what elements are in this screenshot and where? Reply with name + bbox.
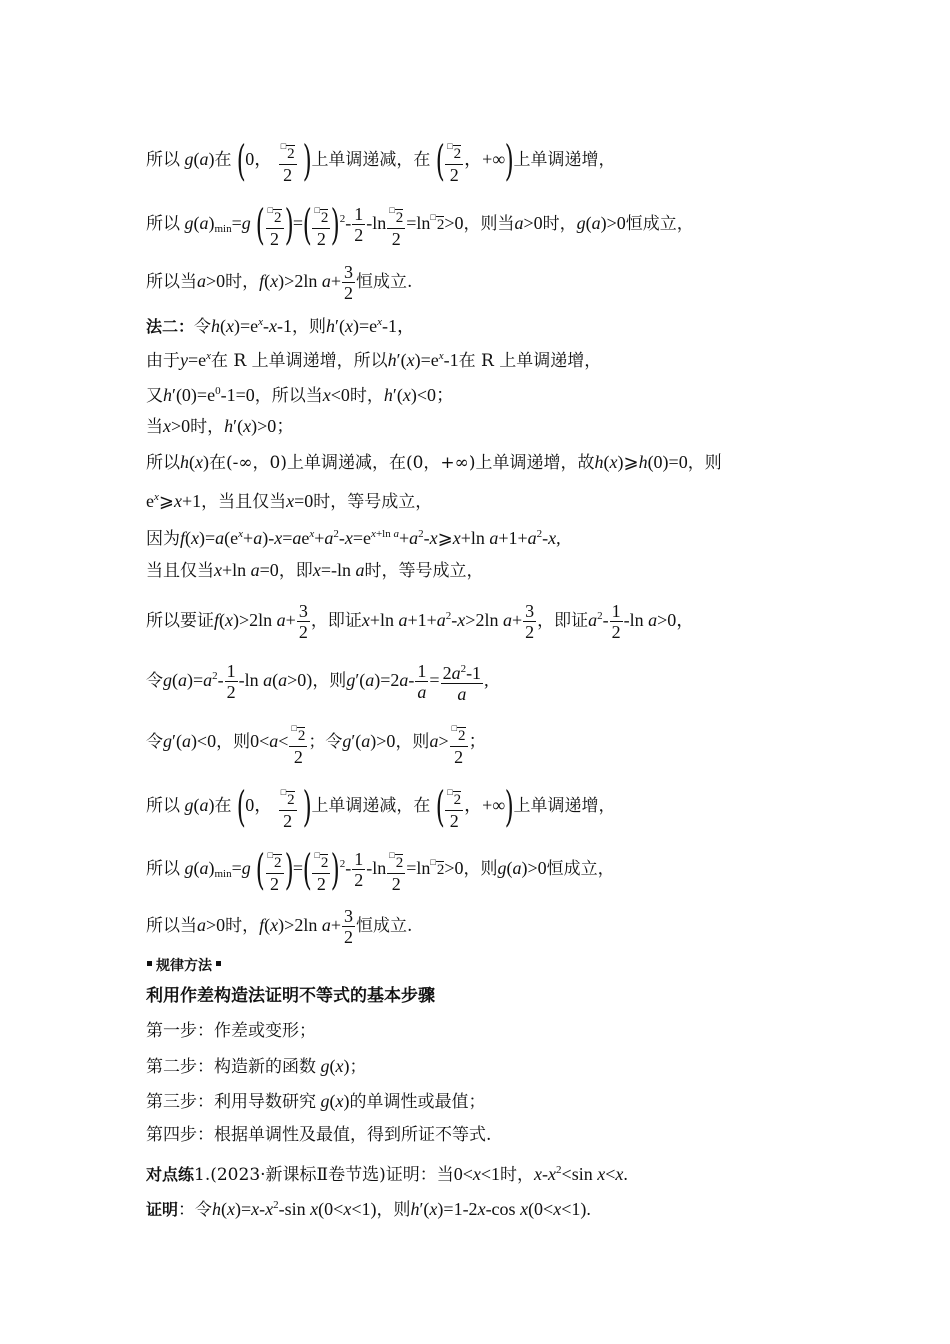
exercise-line: 对点练1.(2023·新课标Ⅱ卷节选)证明：当0<x<1时，$x-x^2<\sin$ x<x. [146,1164,628,1185]
line-g-monotonic-2: 所以 g(a)在 (0， $\frac{^□2}{2}$ )上单调递减，在 ( $\frac{^□2}{2}$ ，+∞)上单调递增， [146,781,616,831]
method-title: 利用作差构造法证明不等式的基本步骤 [146,986,435,1006]
bullet-icon [147,961,152,966]
method-tag: 规律方法 [143,953,225,978]
proof-line: 证明：令$h(x)=x-x^2-\sin$ x(0<x<1)，则h′(x)=1-2x-cos x(0<x<1). [146,1199,591,1220]
line-method2-10: 令$g(a)=a^2-$ $\frac{1}{2}$ -ln a(a>0)，则g′(a)=2a- $\frac{1}{a}$ = $\frac{2a^2-1}{a}$ , [146,661,489,704]
bullet-icon [216,961,221,966]
line-method2-intro: 法二：令$h(x)=e^x-x-1$，则$h'(x)=e^x-1$， [146,316,416,337]
step-3: 第三步：利用导数研究 g(x)的单调性或最值； [146,1091,486,1112]
step-2: 第二步：构造新的函数 g(x)； [146,1056,367,1077]
line-g-min-1: 所以 $g(a)_{min}=g$ ( $\frac{^□2}{2}$ )=( $\frac{^□2}{2}$ )$^2$- $\frac{1}{2}$ -ln $\frac{^□2}{2}$ =ln□2>0，则当a>0时，g(a)>0恒成立， [146,199,694,249]
line-method2-5: 所以h(x)在(-∞，0)上单调递减，在(0，+∞)上单调递增，故h(x)⩾h(0)=0，则 [146,452,722,473]
line-method2-7: 因为$f(x)=a(e^x+a)-x=ae^x+a^2-x=e^{x+ln a}+a^2-x⩾x+\ln$ $a+1+a^2-x$, [146,528,561,549]
line-method2-11: 令g′(a)<0，则0<a< $\frac{^□2}{2}$ ；令g′(a)>0，则a> $\frac{^□2}{2}$ ； [146,718,487,767]
line-conclusion-2: 所以当a>0时，f(x)>2ln a+ $\frac{3}{2}$ 恒成立. [146,906,413,947]
line-method2-6: $e^x⩾x+1$，当且仅当x=0时，等号成立， [146,491,433,512]
line-method2-4: 当x>0时，h′(x)>0； [146,416,295,437]
step-1: 第一步：作差或变形； [146,1021,316,1041]
line-method2-2: 由于$y=e^x$在 R 上单调递增，所以$h'(x)=e^x-1$在 R 上单调递增， [146,350,602,371]
line-conclusion-1: 所以当a>0时，f(x)>2ln a+ $\frac{3}{2}$ 恒成立. [146,262,413,303]
line-g-min-2: 所以 $g(a)_{min}=g$ ( $\frac{^□2}{2}$ )=( $\frac{^□2}{2}$ )$^2$- $\frac{1}{2}$ -ln $\frac{^□2}{2}$ =ln□2>0，则g(a)>0恒成立， [146,844,615,894]
step-4: 第四步：根据单调性及最值，得到所证不等式. [146,1125,492,1145]
line-method2-9: 所以要证f(x)>2ln a+ $\frac{3}{2}$ ，即证x+ln $a+1+a^2-x>2\ln$ a+ $\frac{3}{2}$ ，即证$a^2-$ $\frac{1}{2}$ -ln a>0， [146,601,695,642]
line-method2-3: 又$h'(0)=e^0-1=0$，所以当x<0时，h′(x)<0； [146,385,454,406]
line-g-monotonic-1: 所以 g(a)在 (0， $\frac{^□2}{2}$ )上单调递减，在 ( $\frac{^□2}{2}$ ，+∞)上单调递增， [146,135,616,185]
line-method2-8: 当且仅当x+ln a=0，即x=-ln a时，等号成立， [146,560,484,581]
